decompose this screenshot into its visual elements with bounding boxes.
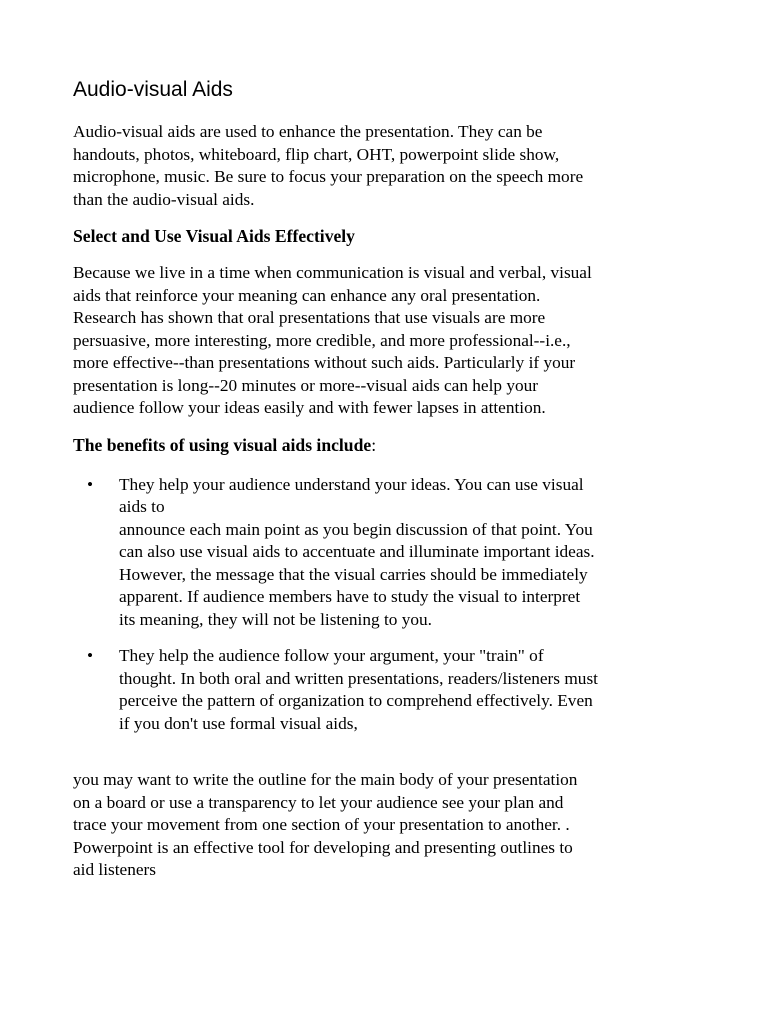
closing-line: you may want to write the outline for the main body of your presentation [73, 770, 578, 789]
body-line: aids that reinforce your meaning can enhance any oral presentation. [73, 285, 541, 305]
body-line: persuasive, more interesting, more credible, and more professional--i.e., [73, 330, 571, 350]
intro-paragraph [73, 121, 698, 211]
body-line: Research has shown that oral presentations that use visuals are more [73, 308, 546, 327]
body-line: audience follow your ideas easily and with fewer lapses in attention. [73, 398, 546, 417]
bullet-line: They help your audience understand your ideas. You can use visual [119, 474, 584, 494]
bullet-line: perceive the pattern of organization to comprehend effectively. Even [119, 691, 593, 710]
bullet-icon: • [87, 646, 94, 665]
body-line: more effective--than presentations without such aids. Particularly if your [73, 353, 576, 372]
bullet-line: apparent. If audience members have to study the visual to interpret [119, 587, 581, 606]
closing-line: Powerpoint is an effective tool for developing and presenting outlines to [73, 837, 573, 857]
list-item [73, 474, 698, 632]
closing-line: on a board or use a transparency to let your audience see your plan and [73, 792, 564, 812]
benefits-heading-text: The benefits of using visual aids include [73, 434, 372, 455]
benefits-heading [73, 433, 698, 457]
benefits-list [73, 474, 698, 736]
closing-line: aid listeners [73, 860, 157, 879]
bullet-icon: • [87, 474, 94, 494]
list-item [73, 645, 698, 735]
intro-line: microphone, music. Be sure to focus your preparation on the speech more [73, 167, 584, 186]
body-line: Because we live in a time when communication is visual and verbal, visual [73, 263, 592, 282]
intro-line: handouts, photos, whiteboard, flip chart, OHT, powerpoint slide show, [73, 144, 560, 164]
intro-line: Audio-visual aids are used to enhance the presentation. They can be [73, 122, 543, 141]
intro-line: than the audio-visual aids. [73, 189, 255, 209]
body-line: presentation is long--20 minutes or more--visual aids can help your [73, 375, 539, 395]
bullet-line: aids to [119, 497, 165, 516]
bullet-line: its meaning, they will not be listening to you. [119, 609, 432, 629]
page-title: Audio-visual Aids [73, 78, 233, 101]
bullet-line: announce each main point as you begin discussion of that point. You [119, 519, 593, 539]
body-paragraph [73, 262, 698, 420]
benefits-heading-colon: : [371, 434, 377, 455]
bullet-line: can also use visual aids to accentuate and illuminate important ideas. [119, 542, 595, 561]
closing-paragraph [73, 769, 698, 882]
closing-line: trace your movement from one section of your presentation to another. . [73, 815, 570, 834]
bullet-line: thought. In both oral and written presentations, readers/listeners must [119, 668, 598, 688]
bullet-line: However, the message that the visual carries should be immediately [119, 564, 588, 584]
document-page [73, 76, 698, 882]
bullet-line: They help the audience follow your argument, your "train" of [119, 646, 544, 665]
section-heading: Select and Use Visual Aids Effectively [73, 226, 355, 246]
bullet-line: if you don't use formal visual aids, [119, 713, 358, 733]
